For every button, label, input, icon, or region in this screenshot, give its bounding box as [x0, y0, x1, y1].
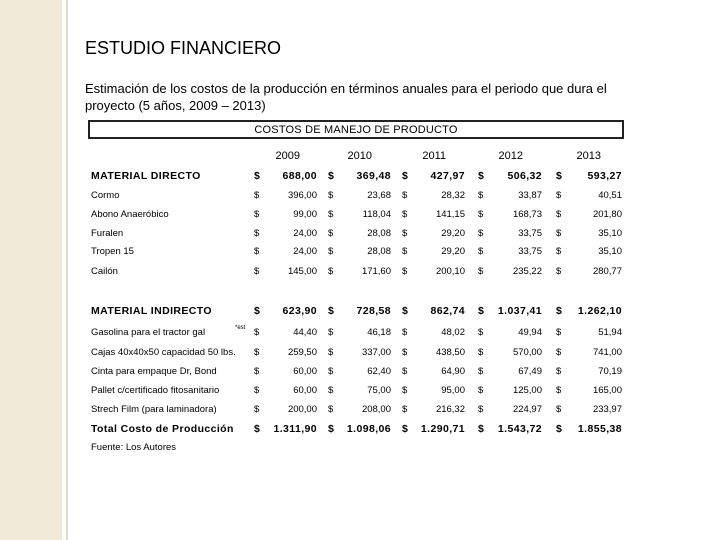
cell-value-2011: 438,50 [435, 347, 465, 358]
cell-value-2010: 23,68 [367, 190, 391, 201]
currency-symbol: $ [402, 404, 408, 415]
currency-symbol: $ [478, 305, 485, 317]
cell-value-2009: 60,00 [293, 366, 317, 377]
row-label: Furalen [91, 228, 124, 239]
cell-value-2012: 33,75 [518, 246, 542, 257]
cell-value-2013: 1.262,10 [577, 305, 622, 317]
cell-value-2009: 44,40 [293, 327, 317, 338]
currency-symbol: $ [478, 404, 484, 415]
currency-symbol: $ [328, 327, 334, 338]
currency-symbol: $ [328, 305, 335, 317]
currency-symbol: $ [556, 170, 563, 182]
row-label: Cajas 40x40x50 capacidad 50 lbs. [91, 347, 236, 358]
currency-symbol: $ [556, 228, 562, 239]
cell-value-2011: 29,20 [441, 228, 465, 239]
cell-value-2009: 145,00 [287, 266, 317, 277]
currency-symbol: $ [556, 190, 562, 201]
cell-value-2011: 141,15 [435, 209, 465, 220]
table-row [90, 366, 650, 382]
cell-value-2012: 1.543,72 [497, 423, 542, 435]
cell-value-2009: 200,00 [287, 404, 317, 415]
table-row [90, 246, 650, 262]
row-label: Tropen 15 [91, 246, 134, 257]
table-row [90, 228, 650, 244]
table-row [90, 266, 650, 282]
currency-symbol: $ [556, 404, 562, 415]
currency-symbol: $ [254, 404, 260, 415]
cell-value-2012: 168,73 [512, 209, 542, 220]
cell-value-2011: 28,32 [441, 190, 465, 201]
cell-value-2010: 728,58 [356, 305, 391, 317]
cell-value-2013: 201,80 [592, 209, 622, 220]
cell-value-2011: 216,32 [435, 404, 465, 415]
cell-value-2013: 35,10 [598, 228, 622, 239]
currency-symbol: $ [254, 305, 261, 317]
currency-symbol: $ [478, 209, 484, 220]
currency-symbol: $ [402, 266, 408, 277]
currency-symbol: $ [556, 385, 562, 396]
currency-symbol: $ [556, 266, 562, 277]
currency-symbol: $ [478, 423, 485, 435]
cell-value-2010: 369,48 [356, 170, 391, 182]
slide-title: ESTUDIO FINANCIERO [85, 38, 282, 58]
currency-symbol: $ [402, 347, 408, 358]
cell-value-2013: 741,00 [592, 347, 622, 358]
slide-sidebar-line [66, 0, 68, 540]
cell-value-2013: 280,77 [592, 266, 622, 277]
currency-symbol: $ [478, 246, 484, 257]
cell-value-2011: 95,00 [441, 385, 465, 396]
currency-symbol: $ [478, 366, 484, 377]
currency-symbol: $ [556, 246, 562, 257]
currency-symbol: $ [254, 385, 260, 396]
cell-value-2009: 623,90 [282, 305, 317, 317]
currency-symbol: $ [328, 366, 334, 377]
cell-value-2010: 62,40 [367, 366, 391, 377]
currency-symbol: $ [328, 246, 334, 257]
currency-symbol: $ [556, 209, 562, 220]
slide-sidebar-decoration [0, 0, 62, 540]
cell-value-2010: 118,04 [362, 209, 391, 220]
currency-symbol: $ [478, 170, 485, 182]
cell-value-2012: 235,22 [512, 266, 542, 277]
row-label: Cinta para empaque Dr, Bond [91, 366, 217, 377]
year-2012: 2012 [498, 150, 523, 162]
currency-symbol: $ [556, 327, 562, 338]
cell-value-2009: 24,00 [293, 228, 317, 239]
currency-symbol: $ [402, 423, 409, 435]
currency-symbol: $ [556, 423, 563, 435]
cell-value-2011: 29,20 [441, 246, 465, 257]
row-label: MATERIAL DIRECTO [91, 170, 201, 182]
currency-symbol: $ [328, 423, 335, 435]
cell-value-2010: 1.098,06 [346, 423, 391, 435]
currency-symbol: $ [478, 190, 484, 201]
cell-value-2013: 593,27 [587, 170, 622, 182]
year-2013: 2013 [576, 150, 601, 162]
cell-value-2009: 259,50 [287, 347, 317, 358]
cell-value-2013: 40,51 [598, 190, 622, 201]
table-row [90, 327, 650, 343]
year-2010: 2010 [347, 150, 372, 162]
cell-value-2013: 165,00 [592, 385, 622, 396]
currency-symbol: $ [328, 228, 334, 239]
table-source: Fuente: Los Autores [91, 442, 177, 453]
currency-symbol: $ [402, 305, 409, 317]
cell-value-2009: 24,00 [293, 246, 317, 257]
table-row [90, 347, 650, 363]
currency-symbol: $ [478, 347, 484, 358]
table-row [90, 190, 650, 206]
cell-value-2012: 1.037,41 [497, 305, 542, 317]
cell-value-2011: 48,02 [441, 327, 465, 338]
cell-value-2012: 67,49 [518, 366, 542, 377]
cell-value-2009: 99,00 [293, 209, 317, 220]
year-2011: 2011 [422, 150, 446, 162]
row-label: Cailón [91, 266, 118, 277]
row-label: MATERIAL INDIRECTO [91, 305, 212, 317]
currency-symbol: $ [402, 327, 408, 338]
currency-symbol: $ [254, 190, 260, 201]
row-label: Strech Film (para laminadora) [91, 404, 217, 415]
currency-symbol: $ [556, 347, 562, 358]
cell-value-2009: 396,00 [287, 190, 317, 201]
currency-symbol: $ [254, 366, 260, 377]
slide-subtitle: Estimación de los costos de la producción en términos anuales para el periodo que dura el proyecto (5 años, 2009 – 2013) [85, 81, 607, 113]
cell-value-2013: 233,97 [592, 404, 622, 415]
currency-symbol: $ [328, 190, 334, 201]
currency-symbol: $ [402, 190, 408, 201]
table-row-summary [90, 305, 650, 321]
currency-symbol: $ [478, 327, 484, 338]
row-label: Gasolina para el tractor gal [91, 327, 206, 338]
cell-value-2012: 33,87 [518, 190, 542, 201]
cell-value-2011: 1.290,71 [420, 423, 465, 435]
row-note: *est [235, 325, 246, 331]
year-2009: 2009 [275, 150, 300, 162]
currency-symbol: $ [254, 327, 260, 338]
currency-symbol: $ [254, 209, 260, 220]
row-label: Total Costo de Producción [91, 423, 234, 435]
cell-value-2010: 75,00 [367, 385, 391, 396]
cell-value-2011: 862,74 [430, 305, 465, 317]
cell-value-2009: 1.311,90 [273, 423, 317, 435]
currency-symbol: $ [556, 366, 562, 377]
row-label: Cormo [91, 190, 120, 201]
row-label: Pallet c/certificado fitosanitario [91, 385, 220, 396]
cell-value-2010: 46,18 [367, 327, 391, 338]
table-row [90, 209, 650, 225]
currency-symbol: $ [254, 347, 260, 358]
table-row [90, 404, 650, 420]
row-label: Abono Anaeróbico [91, 209, 169, 220]
cell-value-2010: 337,00 [361, 347, 391, 358]
table-row [90, 385, 650, 401]
cell-value-2012: 49,94 [518, 327, 542, 338]
currency-symbol: $ [254, 246, 260, 257]
cell-value-2011: 200,10 [435, 266, 465, 277]
cell-value-2013: 70,19 [598, 366, 622, 377]
currency-symbol: $ [254, 266, 260, 277]
currency-symbol: $ [328, 385, 334, 396]
cell-value-2012: 570,00 [512, 347, 542, 358]
currency-symbol: $ [402, 385, 408, 396]
currency-symbol: $ [328, 404, 334, 415]
cell-value-2010: 208,00 [361, 404, 391, 415]
cell-value-2011: 64,90 [441, 366, 465, 377]
currency-symbol: $ [254, 228, 260, 239]
cell-value-2011: 427,97 [430, 170, 465, 182]
currency-symbol: $ [402, 366, 408, 377]
currency-symbol: $ [478, 228, 484, 239]
cell-value-2012: 125,00 [512, 385, 542, 396]
currency-symbol: $ [254, 423, 261, 435]
cell-value-2009: 688,00 [282, 170, 317, 182]
cell-value-2013: 51,94 [598, 327, 622, 338]
currency-symbol: $ [478, 266, 484, 277]
cell-value-2012: 33,75 [518, 228, 542, 239]
table-caption: COSTOS DE MANEJO DE PRODUCTO [254, 124, 458, 136]
cell-value-2010: 171,60 [361, 266, 391, 277]
cell-value-2010: 28,08 [367, 246, 391, 257]
cell-value-2013: 35,10 [598, 246, 622, 257]
cell-value-2010: 28,08 [367, 228, 391, 239]
currency-symbol: $ [402, 228, 408, 239]
currency-symbol: $ [328, 266, 334, 277]
currency-symbol: $ [556, 305, 563, 317]
currency-symbol: $ [328, 209, 334, 220]
currency-symbol: $ [402, 170, 409, 182]
table-row-summary [90, 170, 650, 186]
currency-symbol: $ [328, 170, 335, 182]
table-row-summary [90, 423, 650, 439]
cell-value-2012: 224,97 [512, 404, 542, 415]
cell-value-2013: 1.855,38 [577, 423, 622, 435]
currency-symbol: $ [328, 347, 334, 358]
currency-symbol: $ [402, 246, 408, 257]
cell-value-2012: 506,32 [507, 170, 542, 182]
currency-symbol: $ [478, 385, 484, 396]
cell-value-2009: 60,00 [293, 385, 317, 396]
currency-symbol: $ [402, 209, 408, 220]
currency-symbol: $ [254, 170, 261, 182]
